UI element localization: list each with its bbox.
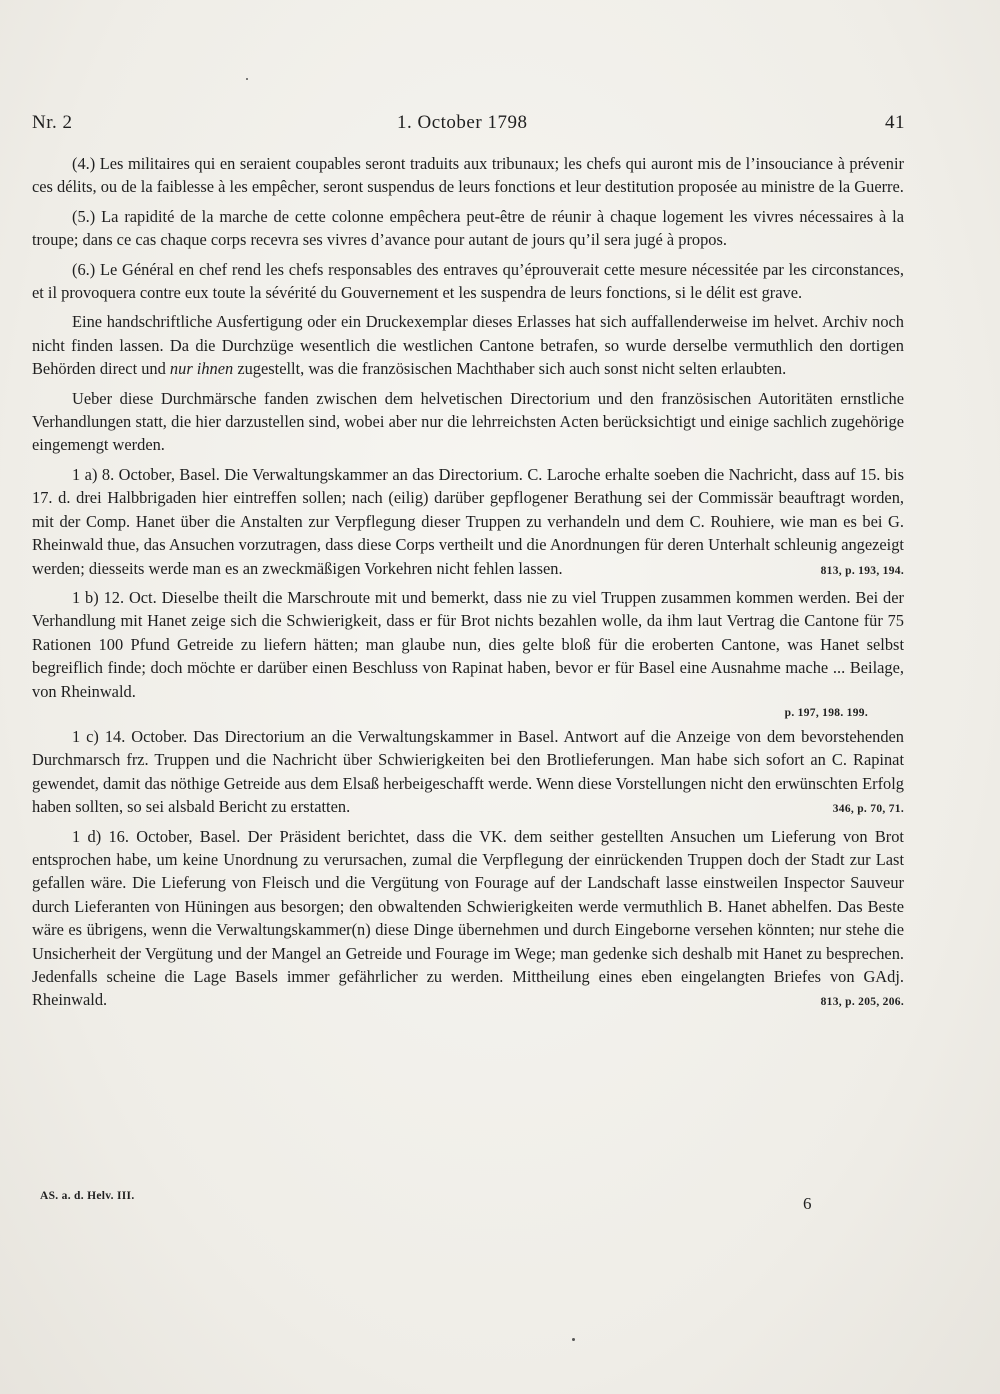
entry-text: 12. Oct. Dieselbe theilt die Marschroute mit und bemerkt, dass nie zu viel Truppen zusammen kommen werden. Bei der Verhandlung mit Hanet zeige sich die Schwierigkeit, dass er für Brot nichts bezahlen wolle, da ihm laut Vertrag die Cantone für 75 Rationen 100 Pfund Getreide zu liefern hätten; man glaube nun, dies gelte bloß für die eroberten Cantone, was Hanet selbst begreiflich finde; doch möchte er darüber einen Beschluss von Rapinat haben, bevor er für Basel eine Ausnahme mache ... Beilage, von Rheinwald. [32, 587, 904, 701]
entry-label: 1 d) [72, 826, 102, 846]
paragraph-lead: (5.) [72, 206, 96, 226]
entry-1a [32, 463, 904, 580]
entry-text: 8. October, Basel. Die Verwaltungskammer an das Directorium. C. Laroche erhalte soeben die Nachricht, dass auf 15. bis 17. d. drei Halbbrigaden hier eintreffen sollen; nach (eilig) darüber gepflogener Berathung sei der Commissär beauftragt worden, mit der Comp. Hanet über die Anstalten zur Verpflegung dieser Truppen zu verhandeln und dem C. Rouhiere, wie man es bei G. Rheinwald thue, das Ansuchen vorzutragen, dass diese Corps vertheilt und die Anordnungen für deren Unterhalt schleunig angezeigt werden; diesseits werde man es an zweckmäßigen Vorkehren nicht fehlen lassen. [32, 464, 904, 578]
entry-label: 1 b) [72, 587, 99, 607]
entry-text: 16. October, Basel. Der Präsident berichtet, dass die VK. dem seither gestellten Ansuchen um Lieferung von Brot entsprochen habe, um keine Unordnung zu verursachen, zumal die Verpflegung der einrückenden Truppen doch der Stadt zur Last gefallen wäre. Die Lieferung von Fleisch und die Vergütung von Fourage auf der Landschaft lasse einstweilen Inspector Sauveur durch Lieferanten von Hüningen aus besorgen; den obwaltenden Schwierigkeiten werde vermuthlich B. Hanet abhelfen. Das Beste wäre es übrigens, wenn die Verwaltungskammer(n) diese Dinge übernehmen und durch Eingeborne versehen könnten; nur stehe die Unsicherheit der Vergütung und der Mangel an Getreide und Fourage im Wege; man gedenke sich deshalb mit Hanet zu besprechen. Jedenfalls scheine die Lage Basels immer gefährlicher zu werden. Mittheilung eines eben eingelangten Briefes von GAdj. Rheinwald. [32, 826, 904, 1010]
archive-reference: 813, p. 205, 206. [820, 996, 904, 1009]
editorial-intro [32, 387, 904, 457]
archive-reference: 813, p. 193, 194. [820, 564, 904, 577]
paragraph-text: Ueber diese Durchmärsche fanden zwischen dem helvetischen Directorium und den französischen Autoritäten ernstliche Verhandlungen statt, die hier darzustellen sind, wobei aber nur die lehrreichsten Acten berücksichtigt und einige sachlich zugehörige eingemengt werden. [32, 388, 904, 455]
document-number: Nr. 2 [32, 112, 73, 133]
sheet-number: 6 [803, 1194, 812, 1213]
paragraph-4 [32, 152, 904, 199]
page-number: 41 [885, 112, 905, 133]
entry-1c [32, 725, 904, 819]
paragraph-text: La rapidité de la marche de cette colonne empêchera peut-être de réunir à chaque logement les vivres nécessaires à la troupe; dans ce cas chaque corps recevra ses vivres d’avance pour autant de jours qu’il sera jugé à propos. [32, 206, 904, 250]
header-date: 1. October 1798 [397, 112, 528, 133]
archive-reference: p. 197, 198. 199. [784, 706, 868, 719]
entry-label: 1 a) [72, 464, 98, 484]
emphasis: nur ihnen [169, 359, 234, 379]
signature-mark: AS. a. d. Helv. III. [40, 1190, 135, 1202]
print-speck [246, 78, 248, 80]
page-header [32, 112, 905, 142]
print-speck [572, 1338, 575, 1341]
paragraph-lead: (6.) [72, 259, 96, 279]
paragraph-text: Le Général en chef rend les chefs responsables des entraves qu’éprouverait cette mesure nécessitée par les circonstances, et il provoquera contre eux toute la sévérité du Gouvernement et les suspendra de leurs fonctions, si le délit est grave. [32, 259, 904, 303]
document-body [32, 152, 904, 1018]
entry-text: 14. October. Das Directorium an die Verwaltungskammer in Basel. Antwort auf die Anzeige von dem bevorstehenden Durchmarsch frz. Truppen und die Nachricht über Schwierigkeiten bei den Brotlieferungen. Man habe sich sofort an C. Rapinat gewendet, damit das nöthige Getreide aus dem Elsaß herbeigeschafft werde. Wenn diese Vorstellungen nicht den erwünschten Erfolg haben sollten, so sei alsbald Bericht zu erstatten. [32, 726, 905, 817]
paragraph-text: Eine handschriftliche Ausfertigung oder ein Druckexemplar dieses Erlasses hat sich auffallenderweise im helvet. Archiv noch nicht finden lassen. Da die Durchzüge wesentlich die westlichen Cantone betrafen, so wurde derselbe vermuthlich den dortigen Behörden direct und [32, 312, 904, 379]
entry-label: 1 c) [72, 726, 99, 746]
editorial-note [32, 310, 904, 380]
paragraph-text: zugestellt, was die französischen Machthaber sich auch sonst nicht selten erlaubten. [233, 359, 787, 379]
paragraph-text: Les militaires qui en seraient coupables seront traduits aux tribunaux; les chefs qui auront mis de l’insouciance à prévenir ces délits, ou de la faiblesse à les empêcher, seront suspendus de leurs fonctions et leur destitution proposée au ministre de la Guerre. [32, 154, 904, 197]
entry-1d [32, 825, 904, 1012]
paragraph-5 [32, 205, 904, 252]
paragraph-6 [32, 258, 904, 305]
entry-1b [32, 586, 904, 703]
archive-reference: 346, p. 70, 71. [832, 803, 904, 816]
paragraph-lead: (4.) [72, 154, 96, 173]
